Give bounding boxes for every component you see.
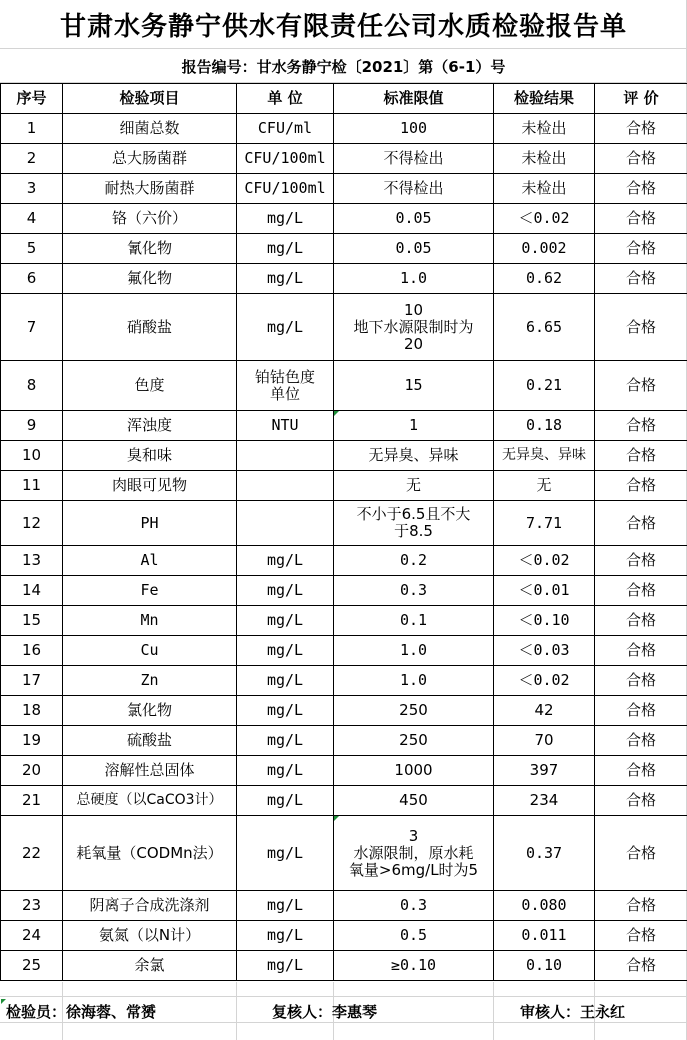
cell-unit — [237, 441, 334, 471]
cell-eval: 合格 — [595, 666, 687, 696]
cell-unit: mg/L — [237, 264, 334, 294]
table-row — [1, 144, 687, 174]
cell-result: 7.71 — [494, 501, 595, 546]
cell-limit: 0.3 — [334, 576, 494, 606]
cell-item: 硝酸盐 — [63, 294, 237, 361]
cell-unit: mg/L — [237, 951, 334, 981]
table-row — [1, 114, 687, 144]
cell-no: 5 — [1, 234, 63, 264]
cell-no: 2 — [1, 144, 63, 174]
cell-item: 溶解性总固体 — [63, 756, 237, 786]
cell-limit: 无 — [334, 471, 494, 501]
header-no: 序号 — [1, 84, 63, 114]
reviewer-label: 复核人：李惠琴 — [272, 1003, 378, 1021]
cell-item: Al — [63, 546, 237, 576]
cell-limit: 0.1 — [334, 606, 494, 636]
cell-unit: CFU/100ml — [237, 144, 334, 174]
cell-no: 14 — [1, 576, 63, 606]
cell-item: 总大肠菌群 — [63, 144, 237, 174]
cell-no: 18 — [1, 696, 63, 726]
table-row — [1, 411, 687, 441]
cell-unit: mg/L — [237, 786, 334, 816]
cell-no: 6 — [1, 264, 63, 294]
cell-unit: mg/L — [237, 546, 334, 576]
cell-item: 总硬度（以CaCO3计） — [63, 786, 237, 816]
cell-no: 25 — [1, 951, 63, 981]
table-row — [1, 636, 687, 666]
cell-item: 铬（六价） — [63, 204, 237, 234]
cell-unit: mg/L — [237, 636, 334, 666]
cell-item: 臭和味 — [63, 441, 237, 471]
cell-eval: 合格 — [595, 471, 687, 501]
cell-unit: mg/L — [237, 204, 334, 234]
table-row — [1, 786, 687, 816]
cell-item: Mn — [63, 606, 237, 636]
cell-item: Zn — [63, 666, 237, 696]
cell-item: Cu — [63, 636, 237, 666]
cell-result: 6.65 — [494, 294, 595, 361]
cell-no: 23 — [1, 891, 63, 921]
cell-no: 15 — [1, 606, 63, 636]
cell-result: 0.37 — [494, 816, 595, 891]
header-unit: 单 位 — [237, 84, 334, 114]
cell-result: 397 — [494, 756, 595, 786]
cell-item: 氯化物 — [63, 696, 237, 726]
table-row — [1, 471, 687, 501]
limit-line-2: 水源限制，原水耗 — [353, 843, 474, 862]
cell-limit — [334, 501, 494, 546]
limit-line-1: 10 — [403, 300, 424, 319]
cell-limit: 15 — [334, 361, 494, 411]
cell-item: 氟化物 — [63, 264, 237, 294]
cell-limit: 0.05 — [334, 234, 494, 264]
cell-limit: 1.0 — [334, 264, 494, 294]
table-header-row — [1, 84, 687, 114]
cell-eval: 合格 — [595, 144, 687, 174]
report-number: 报告编号：甘水务静宁检〔2021〕第（6-1）号 — [181, 57, 506, 76]
cell-result: 未检出 — [494, 114, 595, 144]
cell-unit — [237, 361, 334, 411]
cell-no: 3 — [1, 174, 63, 204]
cell-limit: 250 — [334, 696, 494, 726]
unit-line-2: 单位 — [269, 384, 300, 403]
cell-eval: 合格 — [595, 756, 687, 786]
cell-limit: 0.3 — [334, 891, 494, 921]
cell-limit: 不得检出 — [334, 174, 494, 204]
cell-limit — [334, 294, 494, 361]
cell-unit — [237, 501, 334, 546]
cell-result: 未检出 — [494, 144, 595, 174]
cell-item: 硫酸盐 — [63, 726, 237, 756]
approver-label: 审核人：王永红 — [520, 1003, 626, 1021]
cell-result: ＜0.02 — [494, 546, 595, 576]
table-row — [1, 441, 687, 471]
table-row — [1, 726, 687, 756]
cell-result: 未检出 — [494, 174, 595, 204]
cell-result: ＜0.03 — [494, 636, 595, 666]
header-item: 检验项目 — [63, 84, 237, 114]
cell-unit: mg/L — [237, 756, 334, 786]
cell-unit: CFU/100ml — [237, 174, 334, 204]
table-row — [1, 204, 687, 234]
cell-item: 色度 — [63, 361, 237, 411]
cell-eval: 合格 — [595, 234, 687, 264]
cell-no: 8 — [1, 361, 63, 411]
cell-eval: 合格 — [595, 696, 687, 726]
table-row — [1, 294, 687, 361]
cell-unit: mg/L — [237, 816, 334, 891]
cell-no: 21 — [1, 786, 63, 816]
cell-unit: CFU/ml — [237, 114, 334, 144]
cell-eval: 合格 — [595, 174, 687, 204]
cell-unit: mg/L — [237, 294, 334, 361]
report-title: 甘肃水务静宁供水有限责任公司水质检验报告单 — [59, 11, 627, 42]
cell-unit: mg/L — [237, 234, 334, 264]
cell-limit: ≥0.10 — [334, 951, 494, 981]
cell-unit: mg/L — [237, 666, 334, 696]
inspector-label: 检验员：徐海蓉、常赟 — [6, 1003, 157, 1021]
cell-unit: NTU — [237, 411, 334, 441]
cell-item: 肉眼可见物 — [63, 471, 237, 501]
signature-footer — [0, 998, 687, 1022]
cell-result: ＜0.10 — [494, 606, 595, 636]
cell-no: 16 — [1, 636, 63, 666]
cell-limit — [334, 816, 494, 891]
cell-limit: 1 — [334, 411, 494, 441]
cell-eval: 合格 — [595, 264, 687, 294]
table-row — [1, 234, 687, 264]
cell-eval: 合格 — [595, 891, 687, 921]
table-row — [1, 361, 687, 411]
cell-result: 70 — [494, 726, 595, 756]
cell-limit: 无异臭、异味 — [334, 441, 494, 471]
cell-unit: mg/L — [237, 891, 334, 921]
header-limit: 标准限值 — [334, 84, 494, 114]
cell-no: 22 — [1, 816, 63, 891]
cell-item: PH — [63, 501, 237, 546]
table-row — [1, 174, 687, 204]
cell-item: 余氯 — [63, 951, 237, 981]
table-row — [1, 576, 687, 606]
cell-limit: 0.2 — [334, 546, 494, 576]
table-row — [1, 951, 687, 981]
cell-item: 耐热大肠菌群 — [63, 174, 237, 204]
table-row — [1, 501, 687, 546]
cell-result: ＜0.01 — [494, 576, 595, 606]
cell-no: 9 — [1, 411, 63, 441]
cell-eval: 合格 — [595, 441, 687, 471]
cell-limit: 100 — [334, 114, 494, 144]
cell-eval: 合格 — [595, 294, 687, 361]
cell-no: 24 — [1, 921, 63, 951]
table-row — [1, 606, 687, 636]
cell-eval: 合格 — [595, 921, 687, 951]
cell-no: 1 — [1, 114, 63, 144]
cell-result: 234 — [494, 786, 595, 816]
header-result: 检验结果 — [494, 84, 595, 114]
table-row — [1, 891, 687, 921]
cell-result: 无 — [494, 471, 595, 501]
cell-item: 氨氮（以N计） — [63, 921, 237, 951]
cell-no: 11 — [1, 471, 63, 501]
cell-no: 19 — [1, 726, 63, 756]
cell-result: ＜0.02 — [494, 666, 595, 696]
cell-no: 4 — [1, 204, 63, 234]
limit-line-3: 20 — [403, 334, 424, 353]
cell-result: 0.62 — [494, 264, 595, 294]
unit-line-1: 铂钴色度 — [254, 367, 315, 386]
cell-eval: 合格 — [595, 636, 687, 666]
cell-comment-marker — [334, 411, 339, 416]
cell-eval: 合格 — [595, 726, 687, 756]
cell-no: 12 — [1, 501, 63, 546]
table-row — [1, 921, 687, 951]
cell-eval: 合格 — [595, 786, 687, 816]
cell-unit — [237, 471, 334, 501]
cell-unit: mg/L — [237, 606, 334, 636]
cell-limit: 1.0 — [334, 636, 494, 666]
cell-eval: 合格 — [595, 411, 687, 441]
cell-unit: mg/L — [237, 921, 334, 951]
cell-limit: 0.5 — [334, 921, 494, 951]
cell-limit: 1.0 — [334, 666, 494, 696]
cell-no: 13 — [1, 546, 63, 576]
table-row — [1, 264, 687, 294]
cell-result: 0.002 — [494, 234, 595, 264]
table-row — [1, 696, 687, 726]
cell-result: 0.21 — [494, 361, 595, 411]
cell-eval: 合格 — [595, 501, 687, 546]
limit-line-1: 3 — [408, 826, 419, 845]
cell-result: ＜0.02 — [494, 204, 595, 234]
water-quality-table — [0, 83, 687, 981]
cell-result: 0.10 — [494, 951, 595, 981]
cell-no: 10 — [1, 441, 63, 471]
cell-result: 0.011 — [494, 921, 595, 951]
cell-result: 0.18 — [494, 411, 595, 441]
cell-unit: mg/L — [237, 726, 334, 756]
cell-eval: 合格 — [595, 951, 687, 981]
cell-no: 20 — [1, 756, 63, 786]
cell-limit: 250 — [334, 726, 494, 756]
cell-item: Fe — [63, 576, 237, 606]
limit-line-1: 不小于6.5且不大 — [356, 505, 471, 523]
cell-no: 7 — [1, 294, 63, 361]
cell-item: 细菌总数 — [63, 114, 237, 144]
cell-no: 17 — [1, 666, 63, 696]
cell-unit: mg/L — [237, 576, 334, 606]
cell-limit: 0.05 — [334, 204, 494, 234]
cell-limit: 450 — [334, 786, 494, 816]
table-row — [1, 546, 687, 576]
cell-comment-marker — [334, 816, 339, 821]
limit-line-2: 地下水源限制时为 — [353, 317, 474, 336]
cell-item: 浑浊度 — [63, 411, 237, 441]
cell-result: 0.080 — [494, 891, 595, 921]
cell-item: 耗氧量（CODMn法） — [63, 816, 237, 891]
table-row — [1, 816, 687, 891]
cell-eval: 合格 — [595, 361, 687, 411]
header-eval: 评 价 — [595, 84, 687, 114]
cell-item: 阴离子合成洗涤剂 — [63, 891, 237, 921]
cell-unit: mg/L — [237, 696, 334, 726]
cell-eval: 合格 — [595, 114, 687, 144]
cell-limit: 不得检出 — [334, 144, 494, 174]
cell-limit: 1000 — [334, 756, 494, 786]
cell-eval: 合格 — [595, 204, 687, 234]
table-row — [1, 756, 687, 786]
limit-line-3: 氧量>6mg/L时为5 — [348, 860, 479, 879]
cell-result: 42 — [494, 696, 595, 726]
cell-eval: 合格 — [595, 606, 687, 636]
cell-result: 无异臭、异味 — [494, 441, 595, 471]
cell-eval: 合格 — [595, 816, 687, 891]
cell-eval: 合格 — [595, 546, 687, 576]
cell-item: 氰化物 — [63, 234, 237, 264]
table-row — [1, 666, 687, 696]
limit-line-2: 于8.5 — [394, 522, 433, 540]
cell-eval: 合格 — [595, 576, 687, 606]
